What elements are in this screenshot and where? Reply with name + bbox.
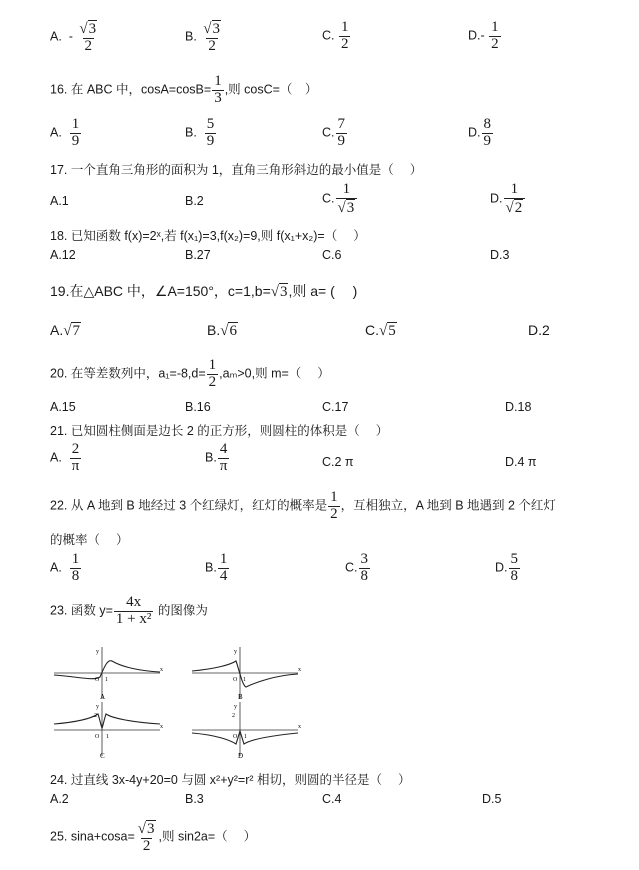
q23-b-origin: O <box>233 677 238 683</box>
q18-option-a: A.12 <box>50 248 76 262</box>
q16-option-d: D. $\frac{8}{9}$ <box>468 116 491 149</box>
q23-graph-b <box>188 645 303 701</box>
q23-c-ytick: 2 <box>94 713 97 719</box>
q23-c-label: C <box>100 752 105 760</box>
q25-stem: 25. sina+cosa= $\frac{√3}{2}$ ,则 sin2a=（ ） <box>50 821 257 854</box>
q23-c-x-label: x <box>160 724 163 730</box>
q23-a-x-label: x <box>160 667 163 673</box>
q22-option-a: A. $\frac{1}{8}$ <box>50 551 80 584</box>
q23-c-tick: 1 <box>106 734 109 740</box>
q21-stem: 21. 已知圆柱侧面是边长 2 的正方形，则圆柱的体积是（ ） <box>50 424 389 438</box>
q16-option-b: B. $\frac{5}{9}$ <box>185 116 215 149</box>
q17-stem: 17. 一个直角三角形的面积为 1，直角三角形斜边的最小值是（ ） <box>50 163 423 177</box>
q23-graph-a <box>50 645 165 701</box>
q19-option-b: B.√6 <box>207 322 237 339</box>
q20-option-a: A.15 <box>50 400 76 414</box>
q22-option-d: D. $\frac{5}{8}$ <box>495 551 518 584</box>
q24-option-a: A.2 <box>50 792 69 806</box>
q23-d-origin: O <box>233 734 238 740</box>
q18-option-b: B.27 <box>185 248 211 262</box>
q23-c-y-label: y <box>96 704 99 710</box>
q22-option-b: B. $\frac{1}{4}$ <box>205 551 228 584</box>
q21-option-d: D.4 π <box>505 455 537 469</box>
q22-stem-cont: 的概率（ ） <box>50 533 129 547</box>
q23-b-label: B <box>238 693 243 701</box>
q18-stem: 18. 已知函数 f(x)=2ˣ,若 f(x₁)=3,f(x₂)=9,则 f(x₁+x₂)=（ ） <box>50 229 366 243</box>
q15-option-c: C. $\frac{1}{2}$ <box>322 19 349 52</box>
q17-option-d: D. $\frac{1}{√2}$ <box>490 182 526 217</box>
q23-d-ytick: 2 <box>232 713 235 719</box>
q24-option-b: B.3 <box>185 792 204 806</box>
q23-d-tick: 1 <box>244 734 247 740</box>
q23-b-x-label: x <box>298 667 301 673</box>
q20-stem: 20. 在等差数列中，a₁=-8,d= $\frac{1}{2}$ ,aₘ>0,则 m=（ ） <box>50 357 330 390</box>
q16-option-a: A. $\frac{1}{9}$ <box>50 116 80 149</box>
q23-stem: 23. 函数 y= $\frac{4x}{\text{1 + x²}}$ 的图像为 <box>50 594 208 627</box>
q23-d-label: D <box>238 752 244 760</box>
q17-option-a: A.1 <box>50 194 69 208</box>
q22-option-c: C. $\frac{3}{8}$ <box>345 551 368 584</box>
q23-c-origin: O <box>95 734 100 740</box>
q21-option-b: B. $\frac{4}{\pi}$ <box>205 441 228 474</box>
q15-option-a: A. - $\frac{√3}{2}$ <box>50 21 97 54</box>
q23-a-y-label: y <box>96 649 99 655</box>
q21-option-a: A. $\frac{2}{\pi}$ <box>50 441 80 474</box>
q24-stem: 24. 过直线 3x-4y+20=0 与圆 x²+y²=r² 相切，则圆的半径是（ ） <box>50 773 411 787</box>
q20-option-d: D.18 <box>505 400 532 414</box>
q17-option-c: C. $\frac{1}{√3}$ <box>322 182 358 217</box>
q22-stem: 22. 从 A 地到 B 地经过 3 个红绿灯，红灯的概率是 $\frac{1}{2}$ ，互相独立，A 地到 B 地遇到 2 个红灯 <box>50 489 556 522</box>
q19-option-d: D.2 <box>528 322 550 338</box>
q19-stem: 19.在△ABC 中，∠A=150°，c=1,b=√3,则 a= ( ) <box>50 283 358 300</box>
q18-option-c: C.6 <box>322 248 342 262</box>
q18-option-d: D.3 <box>490 248 510 262</box>
q20-option-c: C.17 <box>322 400 349 414</box>
q17-option-b: B.2 <box>185 194 204 208</box>
q23-b-y-label: y <box>234 649 237 655</box>
q24-option-c: C.4 <box>322 792 342 806</box>
q16-stem: 16. 在 ABC 中，cosA=cosB= $\frac{1}{3}$ ,则 cosC=（ ） <box>50 73 318 106</box>
q19-option-a: A.√7 <box>50 322 80 339</box>
q16-option-c: C. $\frac{7}{9}$ <box>322 116 345 149</box>
q15-option-b: B. $\frac{√3}{2}$ <box>185 21 221 54</box>
q23-graph-c <box>50 700 165 760</box>
q23-a-label: A <box>100 693 106 701</box>
q23-d-x-label: x <box>298 724 301 730</box>
q24-option-d: D.5 <box>482 792 502 806</box>
q23-a-origin: O <box>95 677 100 683</box>
q15-option-d: D.- $\frac{1}{2}$ <box>468 19 499 52</box>
q23-graph-d <box>188 700 303 760</box>
q21-option-c: C.2 π <box>322 455 354 469</box>
q23-b-tick: 1 <box>243 677 246 683</box>
q19-option-c: C.√5 <box>365 322 396 339</box>
q20-option-b: B.16 <box>185 400 211 414</box>
q23-a-tick: 1 <box>105 677 108 683</box>
q23-d-y-label: y <box>234 704 237 710</box>
